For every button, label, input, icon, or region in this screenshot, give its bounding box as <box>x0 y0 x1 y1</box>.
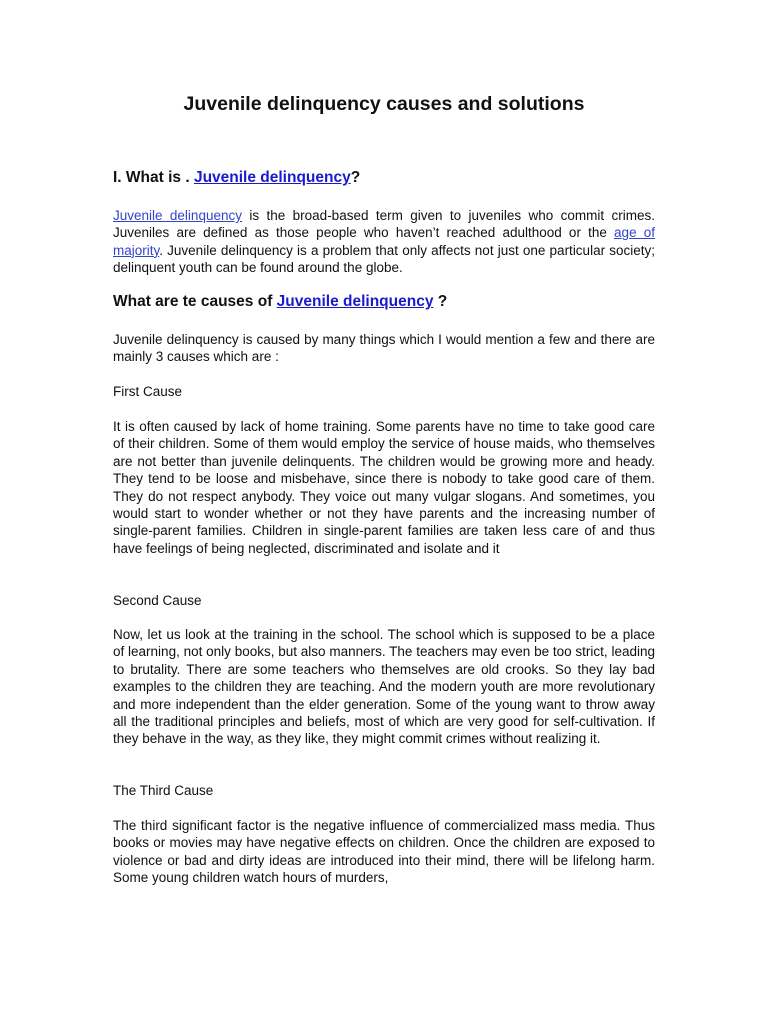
age-of-majority-link[interactable]: age of majority <box>113 225 655 258</box>
section-heading-what-is <box>113 168 360 188</box>
cause-label: First Cause <box>113 384 183 399</box>
heading-prefix: I. What is . <box>113 169 194 186</box>
section-heading-causes <box>113 292 447 312</box>
juvenile-delinquency-heading-link[interactable]: Juvenile delinquency <box>193 169 351 186</box>
document-title: Juvenile delinquency causes and solutions <box>183 93 585 115</box>
heading-prefix: What are te causes of <box>113 293 277 310</box>
heading-suffix: ? <box>350 169 361 186</box>
definition-text-2: . Juvenile delinquency is a problem that only affects not just one particular society; delinquent youth can be found around the globe. <box>113 242 655 276</box>
causes-intro-paragraph: Juvenile delinquency is caused by many things which I would mention a few and there are mainly 3 causes which are : <box>113 332 655 365</box>
definition-text-1: is the broad-based term given to juveniles who commit crimes. Juveniles are defined as those people who haven’t reached adulthood or the <box>113 208 656 241</box>
juvenile-delinquency-link[interactable]: Juvenile delinquency <box>113 208 242 223</box>
cause-paragraph: Now, let us look at the training in the school. The school which is supposed to be a place of learning, not only books, but also manners. The teachers may even be too strict, leading to brutality. There are some teachers who themselves are old crooks. So they lay bad examples to the children they are teaching. And the modern youth are more revolutionary and more independent than the elder generation. Some of the young want to throw away all the traditional principles and beliefs, most of which are very good for self-cultivation. If they behave in the way, as they like, they might commit crimes without realizing it. <box>113 627 655 747</box>
cause-label: The Third Cause <box>113 783 214 798</box>
definition-paragraph <box>113 207 655 277</box>
cause-paragraph: It is often caused by lack of home training. Some parents have no time to take good care of their children. Some of them would employ the service of house maids, who themselves are not better than juvenile delinquents. The children would be growing more and heady. They tend to be loose and misbehave, since there is nobody to take good care of them. They do not respect anybody. They voice out many vulgar slogans. And sometimes, you would start to wonder whether or not they have parents and the increasing number of single-parent families. Children in single-parent families are taken less care of and thus have feelings of being neglected, discriminated and isolate and it <box>113 419 655 556</box>
cause-paragraph: The third significant factor is the negative influence of commercialized mass media. Thus books or movies may have negative effects on children. Once the children are exposed to violence or bad and dirty ideas are introduced into their mind, there will be lifelong harm. Some young children watch hours of murders, <box>113 818 655 886</box>
heading-suffix: ? <box>433 293 448 310</box>
juvenile-delinquency-heading-link[interactable]: Juvenile delinquency <box>276 293 434 310</box>
cause-label: Second Cause <box>113 593 202 608</box>
